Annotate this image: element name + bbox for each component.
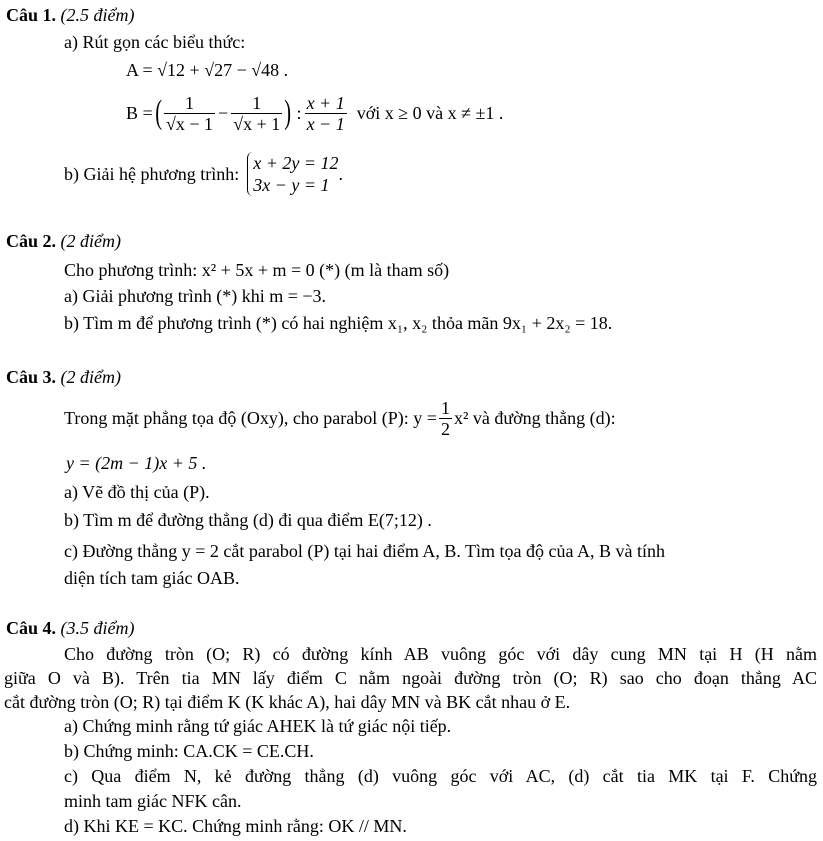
q4-part-d: d) Khi KE = KC. Chứng minh rằng: OK // MN. — [64, 816, 407, 836]
q2-title: Câu 2. — [6, 231, 57, 251]
q4-heading — [6, 617, 135, 639]
q1-part-b — [64, 146, 343, 202]
fraction-1-num: 1 — [164, 93, 215, 114]
system-end: . — [338, 164, 344, 184]
half-den: 2 — [440, 418, 450, 439]
q3-points: (2 điểm) — [60, 367, 121, 387]
half-fraction — [439, 398, 452, 439]
q4-part-a: a) Chứng minh rằng tứ giác AHEK là tứ giác nội tiếp. — [64, 716, 452, 736]
fraction-2-den: √x + 1 — [233, 113, 281, 134]
system-eq-1: x + 2y = 12 — [253, 153, 339, 173]
q4-part-c-line2: minh tam giác NFK cân. — [64, 791, 242, 811]
q4-title: Câu 4. — [6, 618, 57, 638]
close-paren: ) — [284, 94, 292, 131]
q4-part-b: b) Chứng minh: CA.CK = CE.CH. — [64, 741, 314, 761]
q3-title: Câu 3. — [6, 367, 57, 387]
q2-intro: Cho phương trình: x² + 5x + m = 0 (*) (m là tham số) — [64, 260, 450, 280]
open-paren: ( — [154, 94, 162, 131]
q1-title: Câu 1. — [6, 5, 57, 25]
system-eq-2: 3x − y = 1 — [253, 175, 330, 195]
fraction-1-den: √x − 1 — [166, 113, 214, 134]
q4-paragraph-line1: Cho đường tròn (O; R) có đường kính AB vuông góc với dây cung MN tại H (H nằm — [64, 644, 817, 664]
q3-intro-post: x² và đường thẳng (d): — [453, 408, 616, 428]
q2-part-b: b) Tìm m để phương trình (*) có hai nghiệm x₁, x₂ thỏa mãn 9x₁ + 2x₂ = 18. — [64, 313, 613, 333]
q3-part-c-line2: diện tích tam giác OAB. — [64, 568, 240, 588]
q3-part-b: b) Tìm m để đường thẳng (d) đi qua điểm E(7;12) . — [64, 510, 432, 530]
q2-part-a: a) Giải phương trình (*) khi m = −3. — [64, 286, 327, 306]
q3-line-equation: y = (2m − 1)x + 5 . — [66, 453, 207, 473]
minus-sign: − — [218, 103, 229, 123]
q4-paragraph-line2: giữa O và B). Trên tia MN lấy điểm C nằm ngoài đường tròn (O; R) sao cho đoạn thẳng AC — [4, 668, 817, 688]
q1-expression-b — [126, 88, 503, 138]
q1-expression-a: A = √12 + √27 − √48 . — [126, 60, 289, 80]
q3-part-a: a) Vẽ đồ thị của (P). — [64, 482, 210, 502]
equation-system — [247, 152, 338, 196]
q2-points: (2 điểm) — [60, 231, 121, 251]
b-prefix: B = — [126, 103, 153, 123]
colon-sign: : — [296, 103, 302, 123]
fraction-2 — [231, 93, 282, 134]
q4-points: (3.5 điểm) — [60, 618, 135, 638]
q4-part-c-line1: c) Qua điểm N, kẻ đường thẳng (d) vuông góc với AC, (d) cắt tia MK tại F. Chứng — [64, 766, 817, 786]
fraction-2-num: 1 — [231, 93, 282, 114]
half-num: 1 — [440, 397, 450, 418]
fraction-3-num: x + 1 — [306, 92, 345, 113]
q4-paragraph-line3: cắt đường tròn (O; R) tại điểm K (K khác A), hai dây MN và BK cắt nhau ở E. — [4, 692, 571, 712]
q1-points: (2.5 điểm) — [60, 5, 135, 25]
q3-intro — [64, 393, 616, 443]
fraction-3-den: x − 1 — [306, 113, 345, 134]
q2-heading — [6, 230, 121, 252]
fraction-1 — [164, 93, 215, 134]
b-condition: với x ≥ 0 và x ≠ ±1 . — [356, 103, 504, 123]
q1-part-a: a) Rút gọn các biểu thức: — [64, 32, 246, 52]
q3-part-c-line1: c) Đường thẳng y = 2 cắt parabol (P) tại hai điểm A, B. Tìm tọa độ của A, B và tính — [64, 541, 665, 561]
q3-heading — [6, 366, 121, 388]
q3-intro-pre: Trong mặt phẳng tọa độ (Oxy), cho parabol (P): y = — [64, 408, 437, 428]
q1-heading — [6, 4, 135, 26]
fraction-3 — [305, 93, 347, 134]
q1-part-b-label: b) Giải hệ phương trình: — [64, 164, 240, 184]
